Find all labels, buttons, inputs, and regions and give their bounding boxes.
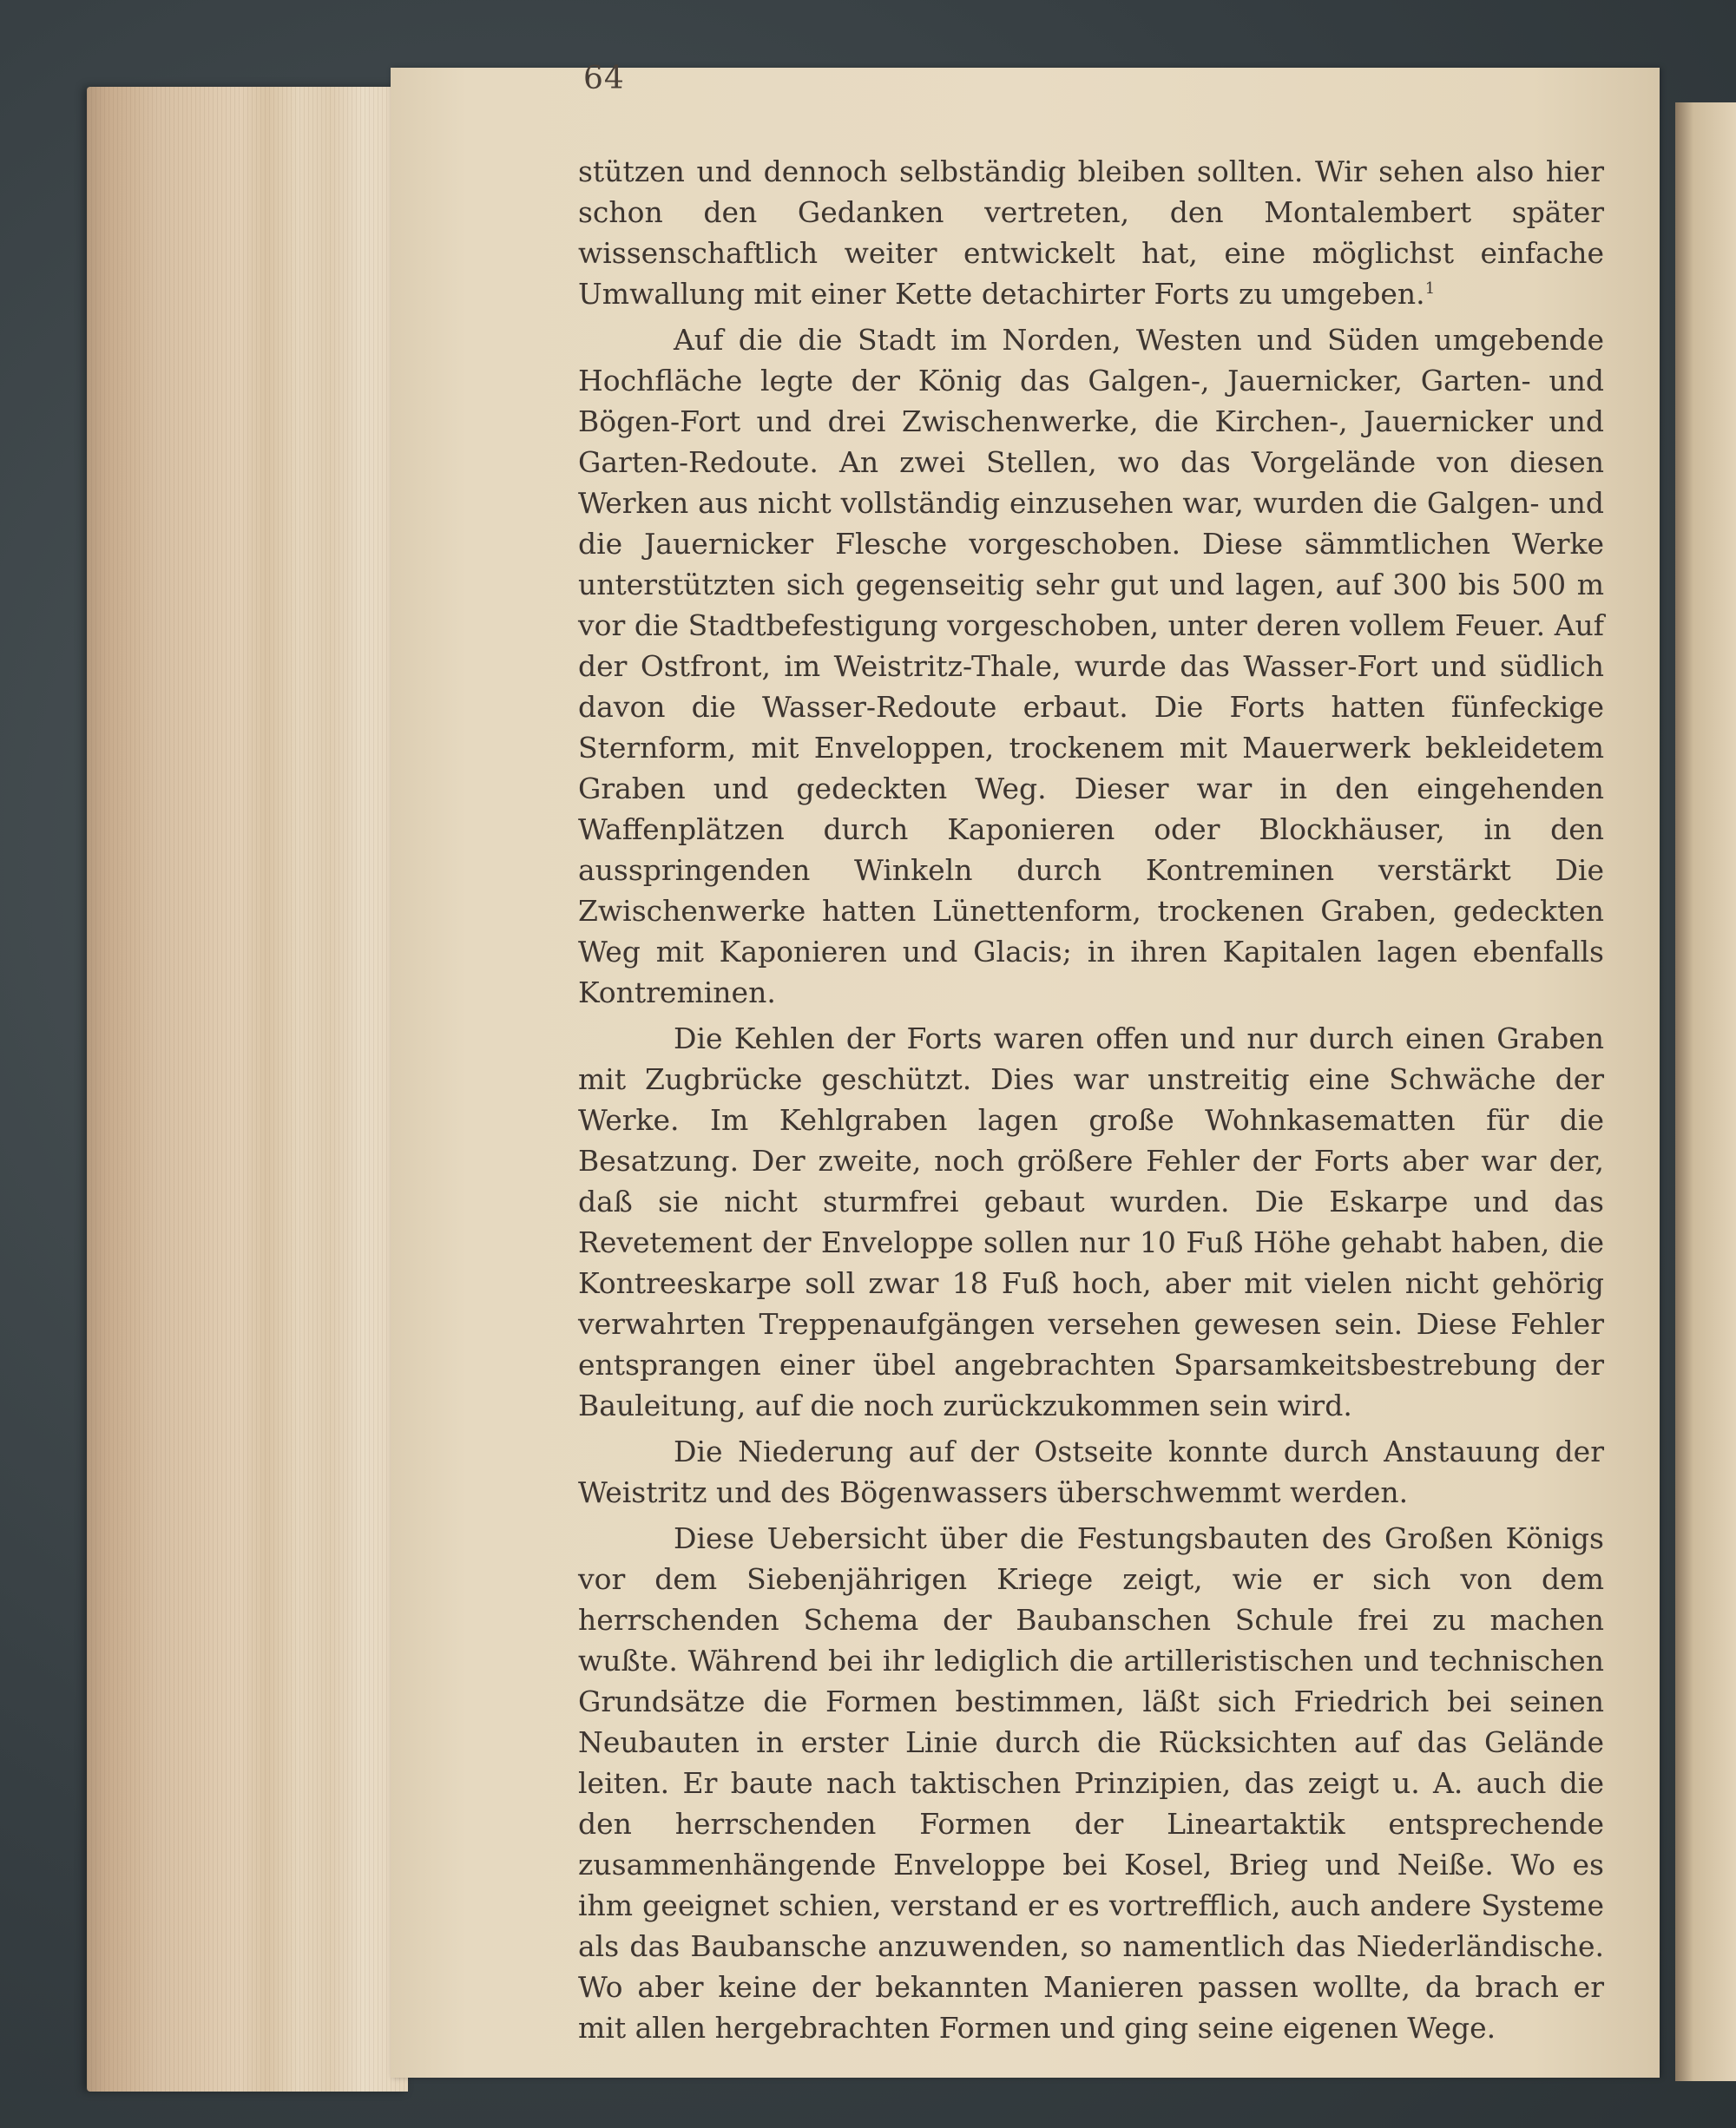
page-number: 64 bbox=[583, 61, 625, 96]
paragraph-4: Die Niederung auf der Ostseite konnte durch Anstauung der Weistritz und des Bögenwassers überschwemmt werden. bbox=[578, 1435, 1604, 1509]
paragraph-5: Diese Uebersicht über die Festungsbauten des Großen Königs vor dem Siebenjährigen Kriege zeigt, wie er sich von dem herrschenden Schema der Baubanschen Schule frei zu machen wußte. Während bei ihr lediglich die artilleristischen und technischen Grundsätze die Formen bestimmen, läßt sich Friedrich bei seinen Neubauten in erster Linie durch die Rücksichten auf das Gelände leiten. Er baute nach taktischen Prinzipien, das zeigt u. A. auch die den herrschenden Formen der Lineartaktik entsprechende zusammenhängende Enveloppe bei Kosel, Brieg und Neiße. Wo es ihm geeignet schien, verstand er es vortrefflich, auch andere Systeme als das Baubansche anzuwenden, so namentlich das Niederländische. Wo aber keine der bekannten Manieren passen wollte, da brach er mit allen hergebrachten Formen und ging seine eigenen Wege. bbox=[578, 1521, 1604, 2045]
page-block-edge bbox=[87, 87, 408, 2092]
footnote-marker: 1 bbox=[1424, 279, 1436, 298]
paragraph-text: stützen und dennoch selbständig bleiben sollten. Wir sehen also hier schon den Gedanken vertreten, den Montalembert später wissenschaftlich weiter entwickelt hat, eine möglichst einfache Umwallung mit einer Kette detachirter Forts zu umgeben. bbox=[578, 154, 1604, 311]
paragraph-3: Die Kehlen der Forts waren offen und nur durch einen Graben mit Zugbrücke geschützt. Dies war unstreitig eine Schwäche der Werke. Im Kehlgraben lagen große Wohnkasematten für die Besatzung. Der zweite, noch größere Fehler der Forts aber war der, daß sie nicht sturmfrei gebaut wurden. Die Eskarpe und das Revetement der Enveloppe sollen nur 10 Fuß Höhe gehabt haben, die Kontreeskarpe soll zwar 18 Fuß hoch, aber mit vielen nicht gehörig verwahrten Treppenaufgängen versehen gewesen sein. Diese Fehler entsprangen einer übel angebrachten Sparsamkeitsbestrebung der Bauleitung, auf die noch zurückzukommen sein wird. bbox=[578, 1021, 1604, 1422]
facing-page-edge bbox=[1675, 102, 1736, 2081]
paragraph-1 bbox=[578, 151, 1604, 314]
paragraph-2: Auf die die Stadt im Norden, Westen und Süden umgebende Hochfläche legte der König das Galgen-, Jauernicker, Garten- und Bögen-Fort und drei Zwischenwerke, die Kirchen-, Jauernicker und Garten-Redoute. An zwei Stellen, wo das Vorgelände von diesen Werken aus nicht vollständig einzusehen war, wurden die Galgen- und die Jauernicker Flesche vorgeschoben. Diese sämmtlichen Werke unterstützten sich gegenseitig sehr gut und lagen, auf 300 bis 500 m vor die Stadtbefestigung vorgeschoben, unter deren vollem Feuer. Auf der Ostfront, im Weistritz-Thale, wurde das Wasser-Fort und südlich davon die Wasser-Redoute erbaut. Die Forts hatten fünfeckige Sternform, mit Enveloppen, trockenem mit Mauerwerk bekleidetem Graben und gedeckten Weg. Dieser war in den eingehenden Waffenplätzen durch Kaponieren oder Blockhäuser, in den ausspringenden Winkeln durch Kontreminen verstärkt Die Zwischenwerke hatten Lünettenform, trockenen Graben, gedeckten Weg mit Kaponieren und Glacis; in ihren Kapitalen lagen ebenfalls Kontreminen. bbox=[578, 323, 1604, 1009]
body-text bbox=[578, 151, 1604, 2053]
book-page bbox=[391, 61, 1660, 2078]
